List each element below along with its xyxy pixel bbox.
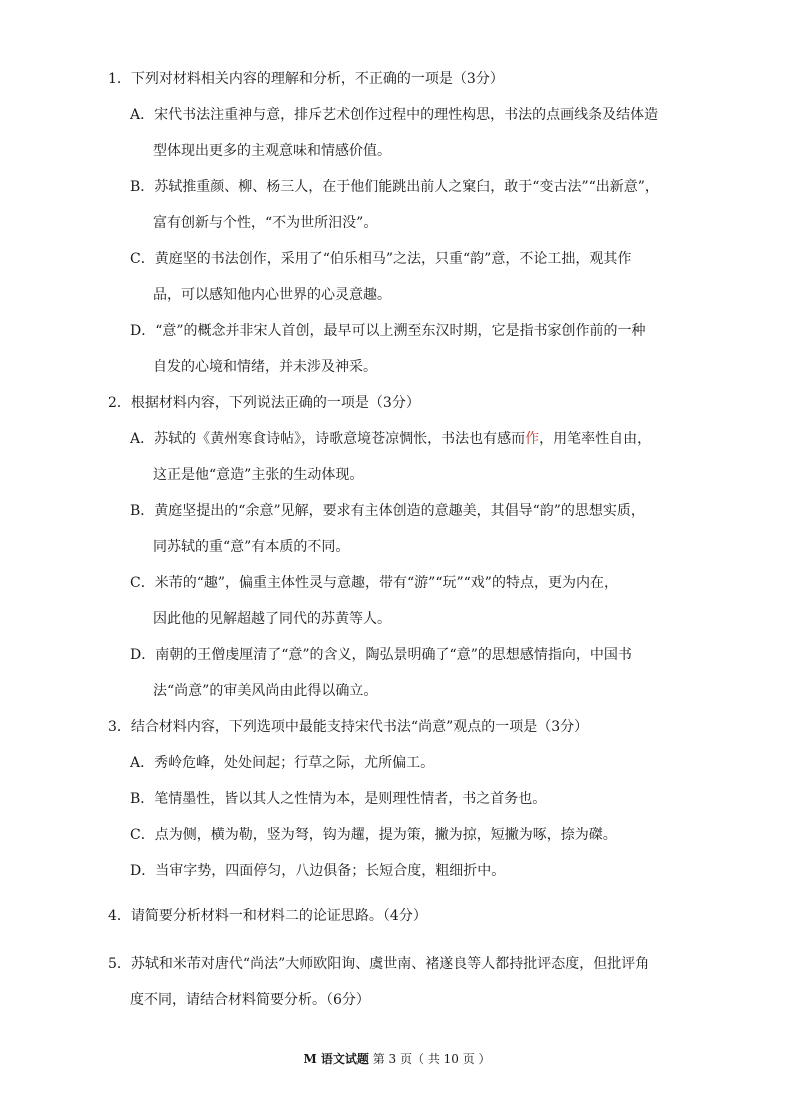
question-2-option-d-continued: 法“尚意”的审美风尚由此得以确立。	[153, 683, 378, 699]
question-1-stem: 1．下列对材料相关内容的理解和分析，不正确的一项是（3分）	[108, 71, 504, 87]
question-2-option-b: B．黄庭坚提出的“余意”见解，要求有主体创造的意趣美，其倡导“韵”的思想实质，	[130, 503, 645, 519]
question-2-option-a	[130, 429, 700, 449]
question-2-option-c-continued: 因此他的见解超越了同代的苏黄等人。	[153, 611, 391, 627]
question-2-stem: 2．根据材料内容，下列说法正确的一项是（3分）	[108, 395, 420, 411]
footer-exam-title: M 语文试题	[303, 1052, 369, 1066]
question-4-stem: 4．请简要分析材料一和材料二的论证思路。（4分）	[108, 908, 427, 924]
question-1-option-a-continued: 型体现出更多的主观意味和情感价值。	[153, 143, 391, 159]
question-2-option-c: C．米芾的“趣”，偏重主体性灵与意趣，带有“游”“玩”“戏”的特点，更为内在，	[130, 575, 618, 591]
option-a-text-start: A．苏轼的《黄州寒食诗帖》，诗歌意境苍凉惆怅，书法也有感而	[130, 431, 526, 447]
question-3-option-b: B．笔情墨性，皆以其人之性情为本，是则理性情者，书之首务也。	[130, 791, 547, 807]
question-3-option-d: D．当审字势，四面停匀，八边俱备；长短合度，粗细折中。	[130, 863, 506, 879]
footer-page-number: 第 3 页（ 共 10 页 ）	[368, 1052, 491, 1066]
option-a-text-end: ，用笔率性自由，	[539, 431, 652, 447]
question-1-option-d-continued: 自发的心境和情绪，并未涉及神采。	[153, 359, 377, 375]
question-2-option-a-continued: 这正是他“意造”主张的生动体现。	[153, 467, 364, 483]
question-1-option-d: D．“意”的概念并非宋人首创，最早可以上溯至东汉时期，它是指书家创作前的一种	[130, 323, 646, 339]
question-5-stem-continued: 度不同，请结合材料简要分析。（6分）	[130, 992, 370, 1008]
question-1-option-b: B．苏轼推重颜、柳、杨三人，在于他们能跳出前人之窠臼，敢于“变古法”“出新意”，	[130, 179, 659, 195]
question-5-stem: 5．苏轼和米芾对唐代“尚法”大师欧阳询、虞世南、褚遂良等人都持批评态度，但批评角	[108, 956, 650, 972]
question-2-option-b-continued: 同苏轼的重“意”有本质的不同。	[153, 539, 350, 555]
question-3-option-c: C．点为侧，横为勒，竖为弩，钩为趯，提为策，撇为掠，短撇为啄，捺为磔。	[130, 827, 617, 843]
question-1-option-a: A．宋代书法注重神与意，排斥艺术创作过程中的理性构思，书法的点画线条及结体造	[130, 107, 659, 123]
question-3-stem: 3．结合材料内容，下列选项中最能支持宋代书法“尚意”观点的一项是（3分）	[108, 719, 589, 735]
question-1-option-c: C．黄庭坚的书法创作，采用了“伯乐相马”之法，只重“韵”意，不论工拙，观其作	[130, 251, 632, 267]
question-1-option-b-continued: 富有创新与个性，“不为世所汨没”。	[153, 215, 378, 231]
highlighted-character: 作	[525, 431, 540, 447]
page-footer	[0, 1051, 794, 1067]
question-3-option-a: A．秀岭危峰，处处间起；行草之际，尤所偏工。	[130, 755, 435, 771]
question-1-option-c-continued: 品，可以感知他内心世界的心灵意趣。	[153, 287, 391, 303]
question-2-option-d: D．南朝的王僧虔厘清了“意”的含义，陶弘景明确了“意”的思想感情指向，中国书	[130, 647, 632, 663]
